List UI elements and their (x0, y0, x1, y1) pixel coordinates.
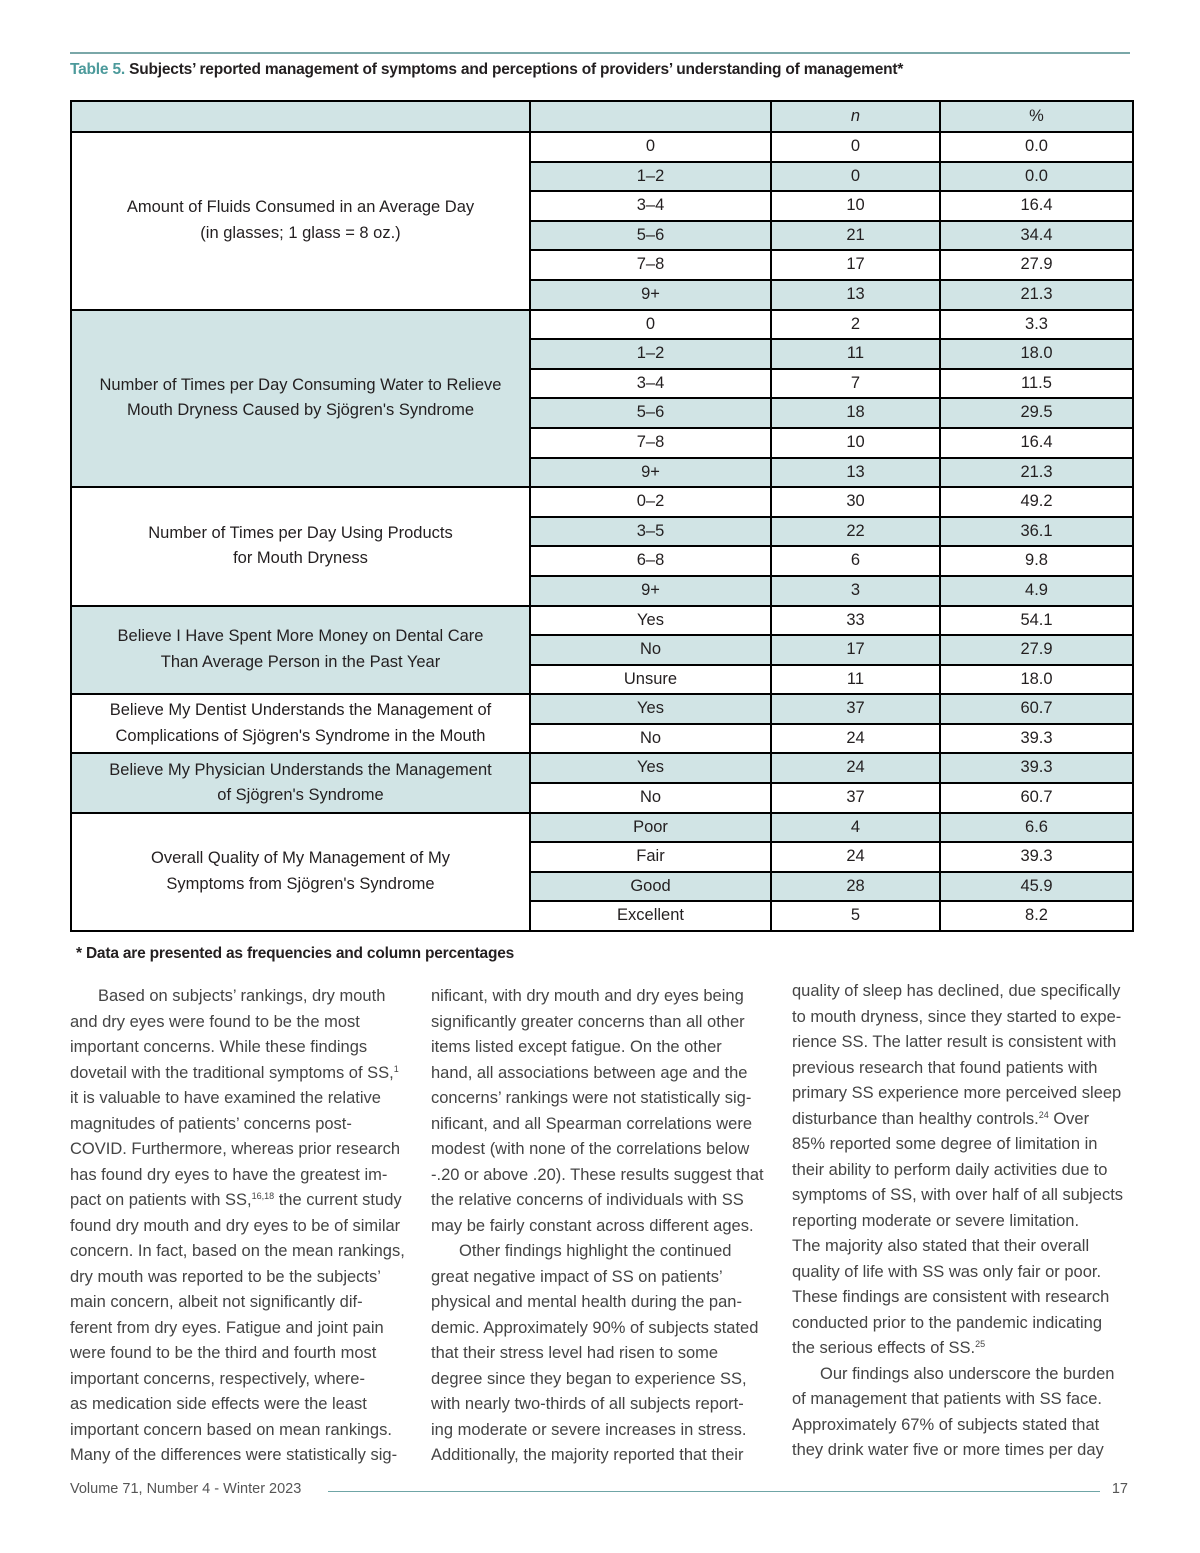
percent-cell: 9.8 (940, 546, 1133, 576)
group-label: Amount of Fluids Consumed in an Average Day (in glasses; 1 glass = 8 oz.) (71, 132, 530, 310)
percent-cell: 39.3 (940, 842, 1133, 872)
category-cell: No (530, 635, 771, 665)
paragraph: Other findings highlight the continued great negative impact of SS on patients’ physical and mental health during the pan- demic. Approximately 90% of subjects stated that their stress level had risen to some degree since they began to experience SS, with nearly two-thirds of all subjects report- ing moderate or severe increases in stress. Additionally, the majority reported that their (431, 1242, 759, 1464)
n-cell: 17 (771, 250, 940, 280)
category-cell: Yes (530, 753, 771, 783)
paragraph: Based on subjects’ rankings, dry mouth and dry eyes were found to be the most important concerns. While these findings dovetail with the traditional symptoms of SS,$^1$ it is valuable to have examined the relative magnitudes of patients’ concerns post- COVID. Furthermore, whereas prior research has found dry eyes to have the greatest im- pact on patients with SS,$^{16,18}$ the current study found dry mouth and dry eyes to be of similar concern. In fact, based on the mean rankings, dry mouth was reported to be the subjects’ main concern, albeit not significantly dif- ferent from dry eyes. Fatigue and joint pain were found to be the third and fourth most important concerns, respectively, where- as medication side effects were the least important concern based on mean rankings. Many of the differences were statistically sig- (70, 987, 405, 1464)
percent-cell: 60.7 (940, 694, 1133, 724)
percent-cell: 29.5 (940, 398, 1133, 428)
n-cell: 11 (771, 665, 940, 695)
percent-cell: 27.9 (940, 635, 1133, 665)
category-cell: 7–8 (530, 428, 771, 458)
category-cell: 9+ (530, 576, 771, 606)
n-cell: 17 (771, 635, 940, 665)
category-cell: Yes (530, 606, 771, 636)
paragraph: quality of sleep has declined, due specifically to mouth dryness, since they started to expe- rience SS. The latter result is consistent with previous research that found patients with primary SS experience more perceived sleep disturbance than healthy controls.$^{24}$ Over 85% reported some degree of limitation in their ability to perform daily activities due to symptoms of SS, with over half of all subjects reporting moderate or severe limitation. The majority also stated that their overall quality of life with SS was only fair or poor. These findings are consistent with research conducted prior to the pandemic indicating the serious effects of SS.$^{25}$ (792, 982, 1124, 1357)
percent-cell: 16.4 (940, 191, 1133, 221)
category-cell: 6–8 (530, 546, 771, 576)
percent-cell: 16.4 (940, 428, 1133, 458)
n-cell: 10 (771, 428, 940, 458)
percent-cell: 18.0 (940, 339, 1133, 369)
table-row (71, 606, 1133, 636)
category-cell: 3–4 (530, 369, 771, 399)
header-percent: % (940, 101, 1133, 132)
percent-cell: 4.9 (940, 576, 1133, 606)
percent-cell: 27.9 (940, 250, 1133, 280)
header-n: n (771, 101, 940, 132)
n-cell: 0 (771, 132, 940, 162)
n-cell: 5 (771, 901, 940, 931)
n-cell: 10 (771, 191, 940, 221)
group-label: Believe My Physician Understands the Management of Sjögren's Syndrome (71, 753, 530, 812)
n-cell: 3 (771, 576, 940, 606)
group-label: Overall Quality of My Management of My Symptoms from Sjögren's Syndrome (71, 813, 530, 931)
category-cell: 9+ (530, 280, 771, 310)
table-label: Table 5. (70, 61, 125, 78)
group-label: Number of Times per Day Using Products for Mouth Dryness (71, 487, 530, 605)
header-group (71, 101, 530, 132)
category-cell: 0 (530, 132, 771, 162)
table-row (71, 813, 1133, 843)
n-cell: 30 (771, 487, 940, 517)
n-cell: 24 (771, 724, 940, 754)
category-cell: 3–5 (530, 517, 771, 547)
n-cell: 4 (771, 813, 940, 843)
percent-cell: 21.3 (940, 280, 1133, 310)
percent-cell: 8.2 (940, 901, 1133, 931)
volume-info: Volume 71, Number 4 - Winter 2023 (70, 1481, 302, 1497)
n-cell: 37 (771, 783, 940, 813)
body-column-2 (431, 984, 769, 1469)
n-cell: 37 (771, 694, 940, 724)
top-rule (70, 52, 1130, 54)
percent-cell: 0.0 (940, 162, 1133, 192)
body-column-3 (792, 979, 1130, 1464)
n-cell: 11 (771, 339, 940, 369)
body-column-1 (70, 984, 408, 1469)
percent-cell: 11.5 (940, 369, 1133, 399)
n-cell: 21 (771, 221, 940, 251)
n-cell: 24 (771, 753, 940, 783)
table-row (71, 132, 1133, 162)
table-row (71, 310, 1133, 340)
percent-cell: 54.1 (940, 606, 1133, 636)
table-header-row (71, 101, 1133, 132)
category-cell: Excellent (530, 901, 771, 931)
n-cell: 13 (771, 280, 940, 310)
table-caption (70, 61, 1130, 79)
n-cell: 24 (771, 842, 940, 872)
percent-cell: 45.9 (940, 872, 1133, 902)
percent-cell: 3.3 (940, 310, 1133, 340)
paragraph: nificant, with dry mouth and dry eyes being significantly greater concerns than all other items listed except fatigue. On the other hand, all associations between age and the concerns’ rankings were not statistically sig- nificant, and all Spearman correlations were modest (with none of the correlations below -.20 or above .20). These results suggest that the relative concerns of individuals with SS may be fairly constant across different ages. (431, 987, 764, 1235)
percent-cell: 21.3 (940, 458, 1133, 488)
category-cell: Poor (530, 813, 771, 843)
table-footnote: * Data are presented as frequencies and column percentages (76, 945, 515, 962)
category-cell: 9+ (530, 458, 771, 488)
percent-cell: 60.7 (940, 783, 1133, 813)
category-cell: Yes (530, 694, 771, 724)
percent-cell: 18.0 (940, 665, 1133, 695)
percent-cell: 6.6 (940, 813, 1133, 843)
percent-cell: 49.2 (940, 487, 1133, 517)
category-cell: 3–4 (530, 191, 771, 221)
percent-cell: 36.1 (940, 517, 1133, 547)
n-cell: 13 (771, 458, 940, 488)
category-cell: 0 (530, 310, 771, 340)
group-label: Believe I Have Spent More Money on Dental Care Than Average Person in the Past Year (71, 606, 530, 695)
n-cell: 6 (771, 546, 940, 576)
table-row (71, 694, 1133, 724)
n-cell: 18 (771, 398, 940, 428)
footer-rule (328, 1491, 1100, 1492)
n-cell: 28 (771, 872, 940, 902)
percent-cell: 39.3 (940, 753, 1133, 783)
page-footer (70, 1481, 1130, 1503)
category-cell: Unsure (530, 665, 771, 695)
category-cell: 1–2 (530, 339, 771, 369)
category-cell: Fair (530, 842, 771, 872)
paragraph: Our findings also underscore the burden of management that patients with SS face. Approximately 67% of subjects stated that they drink water five or more times per day (792, 1364, 1115, 1459)
percent-cell: 39.3 (940, 724, 1133, 754)
table-title: Subjects’ reported management of symptoms and perceptions of providers’ understanding of management* (129, 61, 904, 78)
category-cell: 5–6 (530, 398, 771, 428)
group-label: Believe My Dentist Understands the Management of Complications of Sjögren's Syndrome in the Mouth (71, 694, 530, 753)
n-cell: 33 (771, 606, 940, 636)
n-cell: 2 (771, 310, 940, 340)
category-cell: No (530, 783, 771, 813)
category-cell: Good (530, 872, 771, 902)
table-row (71, 487, 1133, 517)
table-row (71, 753, 1133, 783)
n-cell: 7 (771, 369, 940, 399)
percent-cell: 0.0 (940, 132, 1133, 162)
category-cell: 7–8 (530, 250, 771, 280)
category-cell: 5–6 (530, 221, 771, 251)
group-label: Number of Times per Day Consuming Water to Relieve Mouth Dryness Caused by Sjögren's Syndrome (71, 310, 530, 488)
category-cell: 0–2 (530, 487, 771, 517)
category-cell: No (530, 724, 771, 754)
page-number: 17 (1111, 1481, 1128, 1497)
n-cell: 22 (771, 517, 940, 547)
header-category (530, 101, 771, 132)
percent-cell: 34.4 (940, 221, 1133, 251)
category-cell: 1–2 (530, 162, 771, 192)
n-cell: 0 (771, 162, 940, 192)
data-table (70, 100, 1134, 932)
